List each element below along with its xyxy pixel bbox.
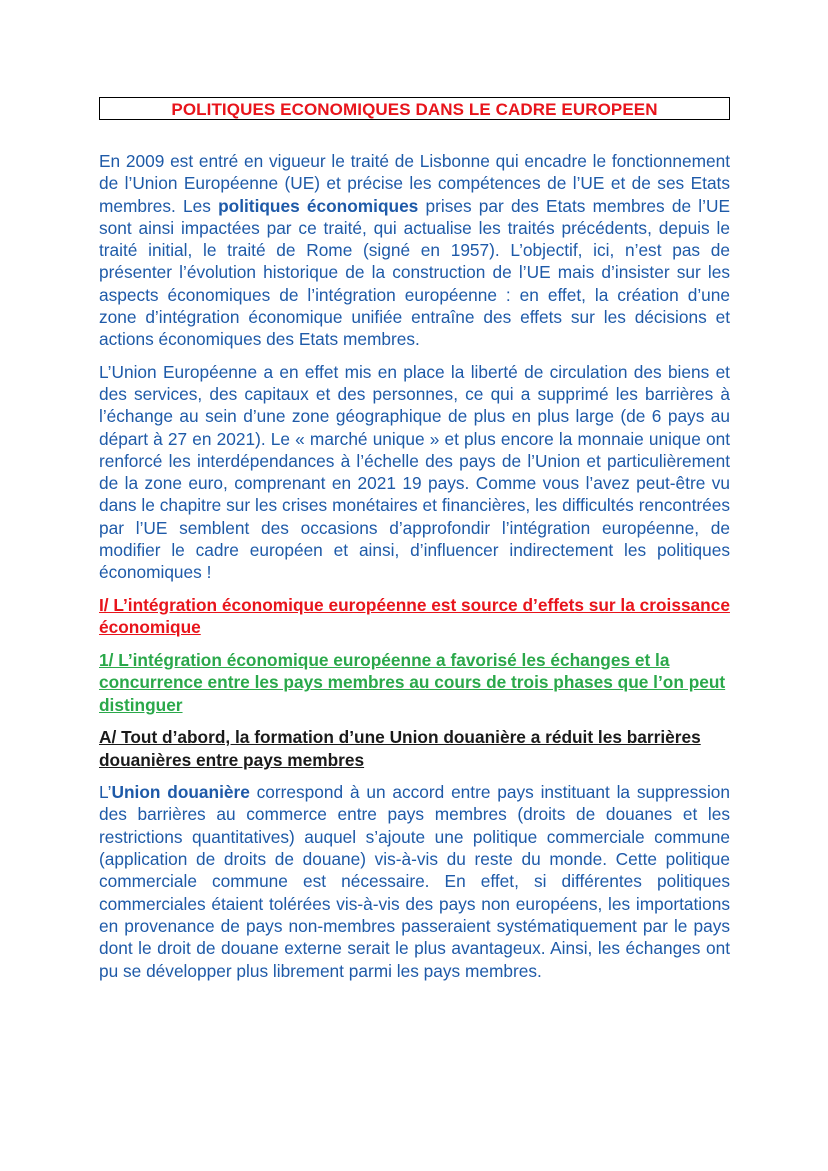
document-title: POLITIQUES ECONOMIQUES DANS LE CADRE EUROPEEN bbox=[99, 97, 730, 120]
intro-paragraph-2: L’Union Européenne a en effet mis en place la liberté de circulation des biens et des services, des capitaux et des personnes, ce qui a supprimé les barrières à l’échange au sein d’une zone géographique de plus en plus large (de 6 pays au départ à 27 en 2021). Le « marché unique » et plus encore la monnaie unique ont renforcé les interdépendances à l’échelle des pays de l’Union et particulièrement de la zone euro, comprenant en 2021 19 pays. Comme vous l’avez peut-être vu dans le chapitre sur les crises monétaires et financières, les difficultés rencontrées par l’UE semblent des occasions d’approfondir l’intégration européenne, de modifier le cadre européen et ainsi, d’influencer indirectement les politiques économiques ! bbox=[99, 361, 730, 583]
part-a-heading: A/ Tout d’abord, la formation d’une Union douanière a réduit les barrières douanières entre pays membres bbox=[99, 727, 701, 770]
part-a-bold-term: Union douanière bbox=[111, 782, 250, 803]
part-a-text-a: L’ bbox=[99, 782, 112, 803]
section-1-heading: I/ L’intégration économique européenne est source d’effets sur la croissance économique bbox=[99, 594, 730, 638]
intro-p1-text-b: prises par des Etats membres de l’UE sont ainsi impactées par ce traité, qui actualise les traités précédents, depuis le traité initial, le traité de Rome (signé en 1957). L’objectif, ici, n’est pas de présenter l’évolution historique de la construction de l’UE mais d’insister sur les aspects économiques de l’intégration européenne : en effet, la création d’une zone d’intégration économique unifiée entraîne des effets sur les décisions et actions économiques des Etats membres. bbox=[99, 195, 730, 350]
intro-paragraph-1 bbox=[99, 150, 730, 351]
part-a-text-b: correspond à un accord entre pays instituant la suppression des barrières au commerce entre pays membres (droits de douanes et les restrictions quantitatives) auquel s’ajoute une politique commerciale commune (application de droits de douane) vis-à-vis du reste du monde. Cette politique commerciale commune est nécessaire. En effet, si différentes politiques commerciales étaient tolérées vis-à-vis des pays non européens, les importations en provenance de pays non-membres passeraient systématiquement par le pays dont le droit de douane externe serait le plus avantageux. Ainsi, les échanges ont pu se développer plus librement parmi les pays membres. bbox=[99, 782, 731, 981]
intro-p1-bold-term: politiques économiques bbox=[218, 195, 419, 216]
subsection-1-heading: 1/ L’intégration économique européenne a favorisé les échanges et la concurrence entre les pays membres au cours de trois phases que l’on peut distinguer bbox=[99, 649, 726, 715]
intro-p1-text-a: En 2009 est entré en vigueur le traité de Lisbonne qui encadre le fonctionnement de l’Union Européenne (UE) et précise les compétences de l’UE et de ses Etats membres. Les bbox=[99, 151, 730, 216]
part-a-paragraph bbox=[99, 781, 730, 982]
